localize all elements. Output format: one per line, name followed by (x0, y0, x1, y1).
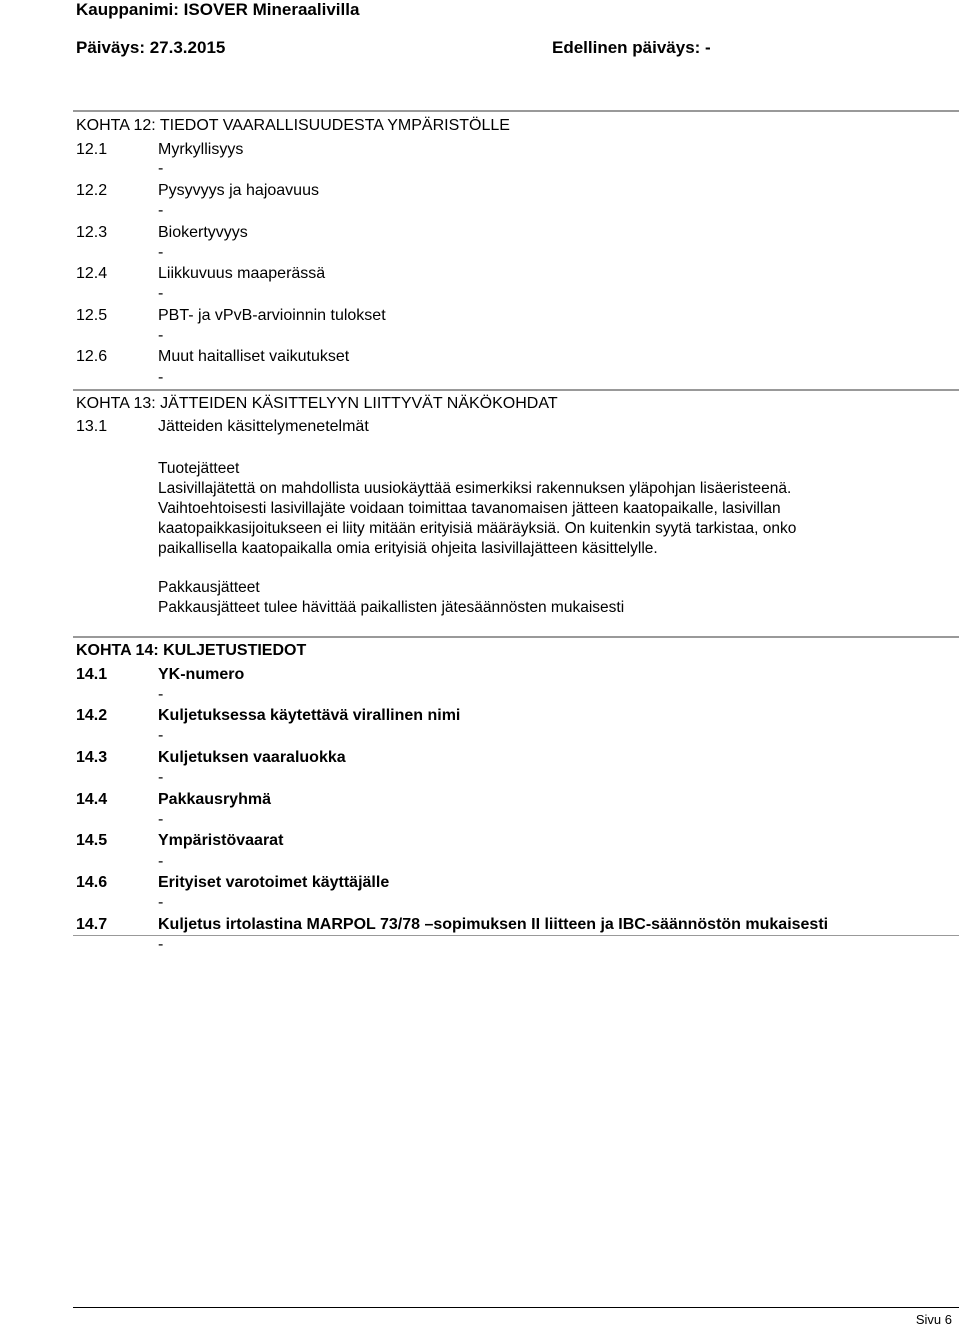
item-value: - (158, 769, 164, 786)
trade-name: Kauppanimi: ISOVER Mineraalivilla (76, 0, 360, 19)
item-label: PBT- ja vPvB-arvioinnin tulokset (158, 307, 386, 324)
item-number: 14.1 (76, 666, 108, 683)
previous-date: Edellinen päiväys: - (552, 38, 711, 57)
item-value: - (158, 285, 164, 302)
item-label: Pakkausryhmä (158, 791, 271, 808)
item-value: - (158, 811, 164, 828)
section-12-title: KOHTA 12: TIEDOT VAARALLISUUDESTA YMPÄRISTÖLLE (76, 117, 510, 134)
item-number: 14.3 (76, 749, 108, 766)
item-number: 14.4 (76, 791, 108, 808)
item-value: - (158, 244, 164, 261)
item-label: Biokertyvyys (158, 224, 248, 241)
section-13-title: KOHTA 13: JÄTTEIDEN KÄSITTELYYN LIITTYVÄT NÄKÖKOHDAT (76, 395, 558, 412)
section-14-title: KOHTA 14: KULJETUSTIEDOT (76, 642, 307, 659)
item-number: 12.1 (76, 141, 108, 158)
item-number: 12.4 (76, 265, 108, 282)
item-number: 12.5 (76, 307, 108, 324)
item-label: Liikkuvuus maaperässä (158, 265, 326, 282)
item-label: YK-numero (158, 666, 245, 683)
item-label: Kuljetuksen vaaraluokka (158, 749, 346, 766)
item-number: 14.2 (76, 707, 108, 724)
product-waste-line: Vaihtoehtoisesti lasivillajäte voidaan toimittaa tavanomaisen jätteen kaatopaikalle, lasivillan (158, 500, 781, 517)
item-value: - (158, 853, 164, 870)
item-number: 12.6 (76, 348, 108, 365)
item-value: - (158, 327, 164, 344)
item-value: - (158, 727, 164, 744)
packaging-waste-title: Pakkausjätteet (158, 579, 260, 596)
section-rule (73, 935, 959, 936)
product-waste-title: Tuotejätteet (158, 460, 240, 477)
item-label: Kuljetuksessa käytettävä virallinen nimi (158, 707, 461, 724)
item-label: Ympäristövaarat (158, 832, 284, 849)
item-value: - (158, 202, 164, 219)
item-number: 14.5 (76, 832, 108, 849)
item-number: 13.1 (76, 418, 108, 435)
item-label: Jätteiden käsittelymenetelmät (158, 418, 369, 435)
section-rule (73, 110, 959, 112)
item-number: 12.2 (76, 182, 108, 199)
item-value: - (158, 369, 164, 386)
item-label: Muut haitalliset vaikutukset (158, 348, 350, 365)
item-label: Myrkyllisyys (158, 141, 244, 158)
product-waste-line: Lasivillajätettä on mahdollista uusiokäyttää esimerkiksi rakennuksen yläpohjan lisäeristeenä. (158, 480, 792, 497)
section-rule (73, 636, 959, 638)
item-label: Pysyvyys ja hajoavuus (158, 182, 319, 199)
item-number: 12.3 (76, 224, 108, 241)
packaging-waste-text: Pakkausjätteet tulee hävittää paikallisten jätesäännösten mukaisesti (158, 599, 625, 616)
item-value: - (158, 936, 164, 953)
product-waste-line: kaatopaikkasijoitukseen ei liity mitään erityisiä määräyksiä. On kuitenkin syytä tarkistaa, onko (158, 520, 797, 537)
item-label: Kuljetus irtolastina MARPOL 73/78 –sopimuksen II liitteen ja IBC-säännöstön mukaisesti (158, 916, 829, 933)
footer-rule (73, 1307, 959, 1308)
item-label: Erityiset varotoimet käyttäjälle (158, 874, 390, 891)
item-value: - (158, 894, 164, 911)
item-number: 14.6 (76, 874, 108, 891)
section-rule (73, 389, 959, 391)
product-waste-line: paikallisella kaatopaikalla omia erityisiä ohjeita lasivillajätteen käsittelylle. (158, 540, 658, 557)
item-value: - (158, 686, 164, 703)
item-value: - (158, 160, 164, 177)
item-number: 14.7 (76, 916, 108, 933)
date: Päiväys: 27.3.2015 (76, 38, 226, 57)
page-number: Sivu 6 (915, 1312, 952, 1327)
